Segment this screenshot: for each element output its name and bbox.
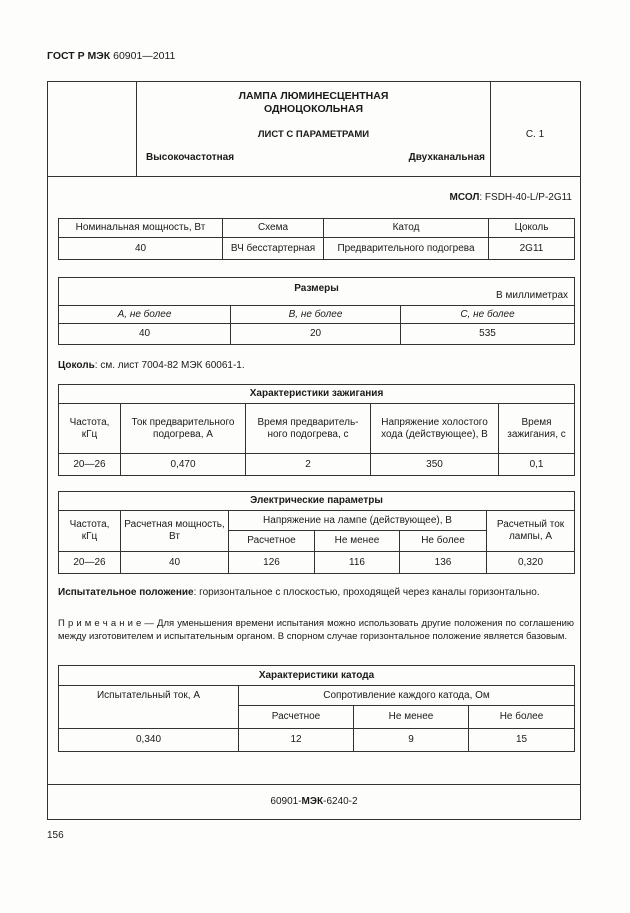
sheet-subtitle: ЛИСТ С ПАРАМЕТРАМИ <box>257 129 370 140</box>
header-cell: Частота, кГц <box>59 404 121 454</box>
header-left-cell <box>47 81 137 176</box>
footer-divider <box>47 784 581 785</box>
header-cell: Частота, кГц <box>59 511 121 552</box>
value-cell: 40 <box>59 238 223 260</box>
value-cell: Предварительного подогрева <box>324 238 489 260</box>
header-cell: B, не более <box>231 306 401 324</box>
page-number: 156 <box>47 830 64 841</box>
header-cell: Номинальная мощность, Вт <box>59 219 223 238</box>
value-cell: 20 <box>231 324 401 345</box>
lamp-type-right: Двухканальная <box>408 152 485 163</box>
value-cell: 40 <box>59 324 231 345</box>
subheader-cell: Не менее <box>315 531 400 552</box>
cathode-table <box>58 665 575 752</box>
header-cell: A, не более <box>59 306 231 324</box>
remark: П р и м е ч а н и е — Для уменьшения времени испытания можно использовать другие положения по соглашению между изготовителем и испытательным органом. В спорном случае горизонтальное положение является базовым. <box>58 618 574 642</box>
value-cell: 350 <box>371 454 499 476</box>
value-cell: ВЧ бесстартерная <box>223 238 324 260</box>
value-cell: 116 <box>315 552 400 574</box>
header-cell: Ток предварительного подогрева, А <box>121 404 246 454</box>
subheader-cell: Расчетное <box>239 706 354 729</box>
value-cell: 20—26 <box>59 552 121 574</box>
value-cell: 12 <box>239 729 354 752</box>
header-cell: Расчетный ток лампы, А <box>487 511 575 552</box>
header-cell: Время предваритель-ного подогрева, с <box>246 404 371 454</box>
header-cell: Сопротивление каждого катода, Ом <box>239 686 575 706</box>
dimensions-title: Размеры <box>294 283 339 294</box>
dimensions-title-cell <box>59 278 575 306</box>
value-cell: 126 <box>229 552 315 574</box>
header-cell: Схема <box>223 219 324 238</box>
sheet-header-box <box>47 81 581 177</box>
subheader-cell: Не менее <box>354 706 469 729</box>
lamp-title: ЛАМПА ЛЮМИНЕСЦЕНТНАЯ ОДНОЦОКОЛЬНАЯ <box>238 90 389 115</box>
value-cell: 40 <box>121 552 229 574</box>
header-cell: C, не более <box>401 306 575 324</box>
header-cell: Расчетная мощность, Вт <box>121 511 229 552</box>
ignition-table <box>58 384 575 476</box>
dimensions-table <box>58 277 575 345</box>
value-cell: 2 <box>246 454 371 476</box>
sheet-page: С. 1 <box>525 129 545 140</box>
value-cell: 15 <box>469 729 575 752</box>
subheader-cell: Расчетное <box>229 531 315 552</box>
value-cell: 535 <box>401 324 575 345</box>
header-cell: Испытательный ток, А <box>59 686 239 729</box>
value-cell: 0,340 <box>59 729 239 752</box>
header-cell: Цоколь <box>489 219 575 238</box>
general-table <box>58 218 575 260</box>
cap-note: Цоколь: см. лист 7004-82 МЭК 60061-1. <box>58 360 245 371</box>
mcol-designation: МСОЛ: FSDH-40-L/P-2G11 <box>449 192 572 203</box>
standard-header <box>47 50 175 62</box>
electrical-table <box>58 491 575 574</box>
subheader-cell: Не более <box>400 531 487 552</box>
value-cell: 20—26 <box>59 454 121 476</box>
ignition-title: Характеристики зажигания <box>59 385 575 404</box>
dimensions-units: В миллиметрах <box>496 290 569 301</box>
value-cell: 0,470 <box>121 454 246 476</box>
header-cell: Напряжение на лампе (действующее), В <box>229 511 487 531</box>
lamp-type-left: Высокочастотная <box>146 152 235 163</box>
cathode-title: Характеристики катода <box>59 666 575 686</box>
header-cell: Напряжение холостого хода (действующее), В <box>371 404 499 454</box>
value-cell: 0,320 <box>487 552 575 574</box>
standard-number: 60901—2011 <box>110 50 176 62</box>
header-cell: Катод <box>324 219 489 238</box>
value-cell: 136 <box>400 552 487 574</box>
electrical-title: Электрические параметры <box>59 492 575 511</box>
value-cell: 0,1 <box>499 454 575 476</box>
header-cell: Время зажигания, с <box>499 404 575 454</box>
standard-code: ГОСТ Р МЭК <box>47 50 111 62</box>
value-cell: 2G11 <box>489 238 575 260</box>
value-cell: 9 <box>354 729 469 752</box>
subheader-cell: Не более <box>469 706 575 729</box>
sheet-code: 60901-МЭК-6240-2 <box>270 796 358 807</box>
test-position: Испытательное положение: горизонтальное с плоскостью, проходящей через каналы горизонтально. <box>58 587 540 598</box>
